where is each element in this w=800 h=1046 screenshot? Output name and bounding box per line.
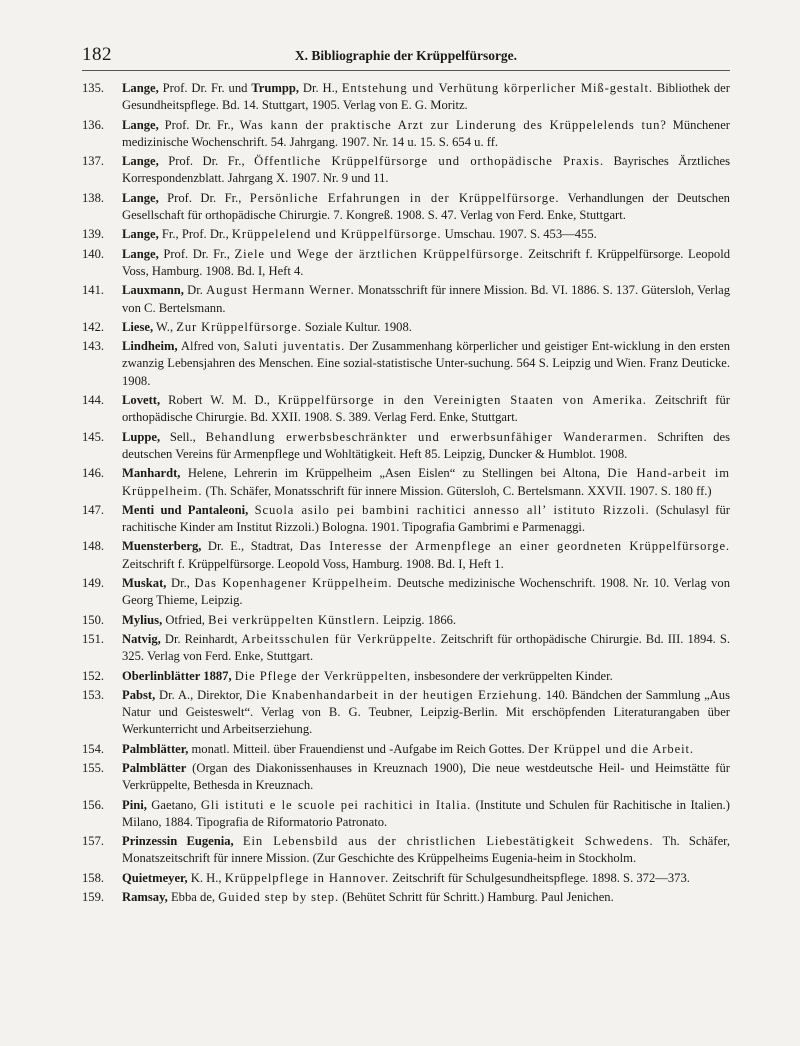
entry-publication: Der Zusammenhang körperlicher und geistiger Ent-wicklung in den ersten zwanzig Lebensjahren des Menschen. Eine sozial-statistische Unter-suchung. 564 S. Leipzig und Wien. Franz Deuticke. 1908. bbox=[122, 339, 730, 388]
entry-title: Saluti juventatis. bbox=[243, 339, 346, 354]
entry-number: 149. bbox=[82, 576, 105, 591]
bibliography-entry bbox=[82, 338, 730, 390]
bibliography-entry bbox=[82, 760, 730, 795]
entry-number: 158. bbox=[82, 870, 105, 885]
entry-details: Dr. A., Direktor, bbox=[155, 687, 247, 702]
entry-number: 142. bbox=[82, 319, 105, 334]
entry-publication: Münchener medizinische Wochenschrift. 54. Jahrgang. 1907. Nr. 14 u. 15. S. 654 u. ff. bbox=[122, 117, 731, 149]
entry-details: Dr. bbox=[183, 283, 207, 298]
entry-details: Ebba de, bbox=[167, 890, 219, 905]
entry-details: Prof. Dr. Fr., bbox=[158, 117, 240, 132]
bibliography-entry bbox=[82, 631, 730, 666]
entry-author: Natvig, bbox=[122, 631, 161, 646]
entry-details: Helene, Lehrerin im Krüppelheim „Asen Eislen“ zu Stellingen bei Altona, bbox=[180, 466, 608, 481]
entry-author: Lovett, bbox=[122, 393, 161, 408]
page-header bbox=[82, 44, 730, 71]
entry-details: monatl. Mitteil. über Frauendienst und -Aufgabe im Reich Gottes. bbox=[188, 741, 528, 756]
entry-number: 146. bbox=[82, 466, 105, 481]
bibliography-entry bbox=[82, 80, 730, 115]
entry-publication: Monatsschrift für innere Mission. Bd. VI. 1886. S. 137. Gütersloh, Verlag von C. Bertelsmann. bbox=[122, 283, 730, 315]
entry-number: 152. bbox=[82, 668, 105, 683]
bibliography-entry bbox=[82, 319, 730, 336]
entry-title: Behandlung erwerbsbeschränkter und erwerbsunfähiger Wanderarmen. bbox=[205, 429, 648, 444]
entry-author: Lange, bbox=[122, 81, 159, 95]
entry-details: Alfred von, bbox=[177, 339, 244, 354]
bibliography-entry bbox=[82, 538, 730, 573]
entry-details: Prof. Dr. Fr. und bbox=[158, 81, 252, 95]
entry-title: Arbeitsschulen für Verkrüppelte. bbox=[241, 631, 437, 646]
entry-author: Lange, bbox=[122, 154, 159, 169]
bibliography-entry bbox=[82, 282, 730, 317]
entry-number: 153. bbox=[82, 687, 105, 702]
entry-title: Ziele und Wege der ärztlichen Krüppelfürsorge. bbox=[234, 246, 524, 261]
entry-title: August Hermann Werner. bbox=[206, 283, 355, 298]
bibliography-entry bbox=[82, 687, 730, 739]
entry-number: 141. bbox=[82, 283, 105, 298]
page-number: 182 bbox=[82, 44, 112, 65]
entry-publication: (Behütet Schritt für Schritt.) Hamburg. Paul Jenichen. bbox=[339, 890, 614, 905]
bibliography-entry bbox=[82, 668, 730, 685]
entry-number: 157. bbox=[82, 834, 105, 849]
entry-number: 148. bbox=[82, 539, 105, 554]
entry-title: Die Pflege der Verkrüppelten, bbox=[234, 668, 412, 683]
entry-author: Lange, bbox=[122, 117, 159, 132]
entry-details: Otfried, bbox=[162, 612, 209, 627]
entry-publication: Verhandlungen der Deutschen Gesellschaft für orthopädische Chirurgie. 7. Kongreß. 1908. S. 47. Verlag von Ferd. Enke, Stuttgart. bbox=[122, 190, 730, 223]
entry-number: 138. bbox=[82, 190, 105, 205]
entry-author: Palmblätter bbox=[122, 760, 187, 775]
entry-title: Die Hand-arbeit im Krüppelheim. bbox=[122, 466, 730, 498]
entry-details: Prof. Dr. Fr., bbox=[158, 246, 235, 261]
entry-title: Ein Lebensbild aus der christlichen Liebestätigkeit Schwedens. bbox=[242, 834, 654, 849]
entry-title: Zur Krüppelfürsorge. bbox=[176, 319, 302, 334]
entry-number: 154. bbox=[82, 741, 105, 756]
entry-title: Bei verkrüppelten Künstlern. bbox=[208, 612, 380, 627]
entry-author: Lange, bbox=[122, 190, 159, 205]
bibliography-entry bbox=[82, 833, 730, 868]
entry-title: Guided step by step. bbox=[218, 890, 340, 905]
entry-publication: Zeitschrift für Schulgesundheitspflege. 1898. S. 372—373. bbox=[389, 870, 690, 885]
entry-author: Manhardt, bbox=[122, 466, 181, 481]
entry-number: 159. bbox=[82, 890, 105, 905]
entry-author: Quietmeyer, bbox=[122, 870, 188, 885]
entry-number: 147. bbox=[82, 502, 105, 517]
entry-author: Lange, bbox=[122, 246, 159, 261]
entry-details: Prof. Dr. Fr., bbox=[158, 154, 255, 169]
entry-author: Prinzessin Eugenia, bbox=[122, 834, 234, 849]
entry-details: Gaetano, bbox=[146, 797, 201, 812]
entry-number: 156. bbox=[82, 797, 105, 812]
entry-author: Oberlinblätter 1887, bbox=[122, 668, 232, 683]
entry-title: Öffentliche Krüppelfürsorge und orthopädische Praxis. bbox=[254, 154, 605, 169]
entry-number: 137. bbox=[82, 154, 105, 169]
entry-details: Dr. H., bbox=[299, 81, 342, 95]
entry-details bbox=[234, 834, 243, 848]
entry-title: Persönliche Erfahrungen in der Krüppelfürsorge. bbox=[249, 190, 560, 205]
entry-author: Muskat, bbox=[122, 576, 167, 591]
entry-details: Robert W. M. D., bbox=[160, 393, 278, 408]
entry-author: Liese, bbox=[122, 319, 154, 334]
entry-details: Dr., bbox=[166, 576, 195, 591]
entry-publication: (Th. Schäfer, Monatsschrift für innere Mission. Gütersloh, C. Bertelsmann. XXVII. 1907. S. 180 ff.) bbox=[202, 483, 712, 498]
bibliography-entry bbox=[82, 429, 730, 464]
entry-publication: insbesondere der verkrüppelten Kinder. bbox=[411, 668, 613, 683]
entry-details: Dr. E., Stadtrat, bbox=[201, 539, 300, 554]
entry-coauthor: Trumpp, bbox=[251, 81, 300, 95]
entry-title: Scuola asilo pei bambini rachitici annesso all’ istituto Rizzoli. bbox=[254, 502, 650, 517]
entry-author: Menti und Pantaleoni, bbox=[122, 502, 249, 517]
bibliography-list bbox=[82, 80, 730, 908]
entry-publication: Zeitschrift f. Krüppelfürsorge. Leopold Voss, Hamburg. 1908. Bd. I, Heft 1. bbox=[122, 556, 504, 571]
entry-details: W., bbox=[153, 319, 177, 334]
entry-publication: Umschau. 1907. S. 453—455. bbox=[441, 227, 597, 242]
bibliography-entry bbox=[82, 117, 730, 152]
entry-author: Pini, bbox=[122, 797, 147, 812]
bibliography-entry bbox=[82, 575, 730, 610]
bibliography-entry bbox=[82, 246, 730, 281]
entry-author: Luppe, bbox=[122, 429, 161, 444]
entry-publication: Zeitschrift für orthopädische Chirurgie. Bd. III. 1894. S. 325. Verlag von Ferd. Enke, Stuttgart. bbox=[122, 631, 731, 664]
bibliography-entry bbox=[82, 502, 730, 537]
running-head: X. Bibliographie der Krüppelfürsorge. bbox=[294, 48, 518, 63]
entry-title: Das Interesse der Armenpflege an einer geordneten Krüppelfürsorge. bbox=[299, 539, 730, 554]
entry-number: 151. bbox=[82, 631, 105, 646]
bibliography-entry bbox=[82, 465, 730, 500]
entry-author: Lange, bbox=[122, 227, 159, 242]
entry-author: Palmblätter, bbox=[122, 741, 189, 756]
entry-number: 140. bbox=[82, 246, 105, 261]
entry-title: Gli istituti e le scuole pei rachitici in Italia. bbox=[200, 797, 472, 812]
bibliography-entry bbox=[82, 889, 730, 906]
entry-title: Das Kopenhagener Krüppelheim. bbox=[194, 576, 393, 591]
bibliography-entry bbox=[82, 612, 730, 629]
bibliography-entry bbox=[82, 741, 730, 758]
entry-title: Entstehung und Verhütung körperlicher Miß-gestalt. bbox=[341, 81, 653, 95]
bibliography-entry bbox=[82, 153, 730, 188]
entry-publication: Th. Schäfer, Monatszeitschrift für innere Mission. (Zur Geschichte des Krüppelheims Eugenia-heim in Stockholm. bbox=[122, 834, 730, 866]
entry-publication: Zeitschrift f. Krüppelfürsorge. Leopold Voss, Hamburg. 1908. Bd. I, Heft 4. bbox=[122, 246, 730, 278]
entry-number: 136. bbox=[82, 117, 105, 132]
entry-number: 139. bbox=[82, 227, 105, 242]
entry-number: 155. bbox=[82, 760, 105, 775]
entry-publication: Deutsche medizinische Wochenschrift. 1908. Nr. 10. Verlag von Georg Thieme, Leipzig. bbox=[122, 576, 730, 608]
entry-author: Pabst, bbox=[122, 687, 156, 702]
entry-number: 135. bbox=[82, 81, 105, 95]
entry-publication: Bibliothek der Gesundheitspflege. Bd. 14. Stuttgart, 1905. Verlag von E. G. Moritz. bbox=[122, 81, 730, 113]
entry-title: Krüppelpflege in Hannover. bbox=[224, 870, 390, 885]
entry-title: Der Krüppel und die Arbeit. bbox=[527, 741, 694, 756]
entry-publication: Leipzig. 1866. bbox=[379, 612, 457, 627]
bibliography-entry bbox=[82, 870, 730, 887]
entry-title: Was kann der praktische Arzt zur Linderung des Krüppelelends tun? bbox=[239, 117, 667, 132]
entry-title: Krüppelfürsorge in den Vereinigten Staaten von Amerika. bbox=[277, 393, 647, 408]
entry-publication: Soziale Kultur. 1908. bbox=[301, 319, 412, 334]
entry-author: Lauxmann, bbox=[122, 283, 184, 298]
entry-number: 144. bbox=[82, 393, 105, 408]
entry-details: Prof. Dr. Fr., bbox=[158, 190, 250, 205]
bibliography-entry bbox=[82, 392, 730, 427]
entry-title: Krüppelelend und Krüppelfürsorge. bbox=[231, 227, 442, 242]
entry-author: Mylius, bbox=[122, 612, 163, 627]
entry-details: K. H., bbox=[187, 870, 225, 885]
bibliography-entry bbox=[82, 797, 730, 832]
bibliography-entry bbox=[82, 190, 730, 225]
entry-publication: Schriften des deutschen Vereins für Armenpflege und Wohltätigkeit. Heft 85. Leipzig, Duncker & Humblot. 1908. bbox=[122, 429, 731, 461]
entry-number: 150. bbox=[82, 612, 105, 627]
entry-details: Sell., bbox=[160, 429, 206, 444]
entry-publication: Zeitschrift für orthopädische Chirurgie. Bd. XXII. 1908. S. 389. Verlag Ferd. Enke, Stuttgart. bbox=[122, 393, 730, 425]
entry-publication: Bayrisches Ärztliches Korrespondenzblatt. Jahrgang X. 1907. Nr. 9 und 11. bbox=[122, 154, 730, 186]
entry-number: 145. bbox=[82, 429, 105, 444]
entry-title: Die Knabenhandarbeit in der heutigen Erziehung. bbox=[246, 687, 543, 702]
entry-publication: (Institute und Schulen für Rachitische in Italien.) Milano, 1884. Tipografia de Riformatorio Patronato. bbox=[122, 797, 730, 829]
entry-details: Dr. Reinhardt, bbox=[160, 631, 242, 646]
entry-publication: 140. Bändchen der Sammlung „Aus Natur und Geisteswelt“. Verlag von B. G. Teubner, Leipzig-Berlin. Mit erschöpfenden Literaturangaben über Werkunterricht und Arbeitserziehung. bbox=[122, 687, 730, 737]
entry-author: Ramsay, bbox=[122, 890, 168, 905]
bibliography-entry bbox=[82, 226, 730, 243]
entry-author: Lindheim, bbox=[122, 339, 178, 354]
entry-publication: (Schulasyl für rachitische Kinder am Institut Rizzoli.) Bologna. 1901. Tipografia Gambrimi e Parmenaggi. bbox=[122, 502, 730, 535]
entry-author: Muensterberg, bbox=[122, 539, 202, 554]
entry-details: (Organ des Diakonissenhauses in Kreuznach 1900), Die neue westdeutsche Heil- und Heimstätte für Verkrüppelte, Bethesda in Kreuznach. bbox=[122, 760, 730, 793]
entry-details: Fr., Prof. Dr., bbox=[158, 227, 232, 242]
entry-number: 143. bbox=[82, 339, 105, 354]
